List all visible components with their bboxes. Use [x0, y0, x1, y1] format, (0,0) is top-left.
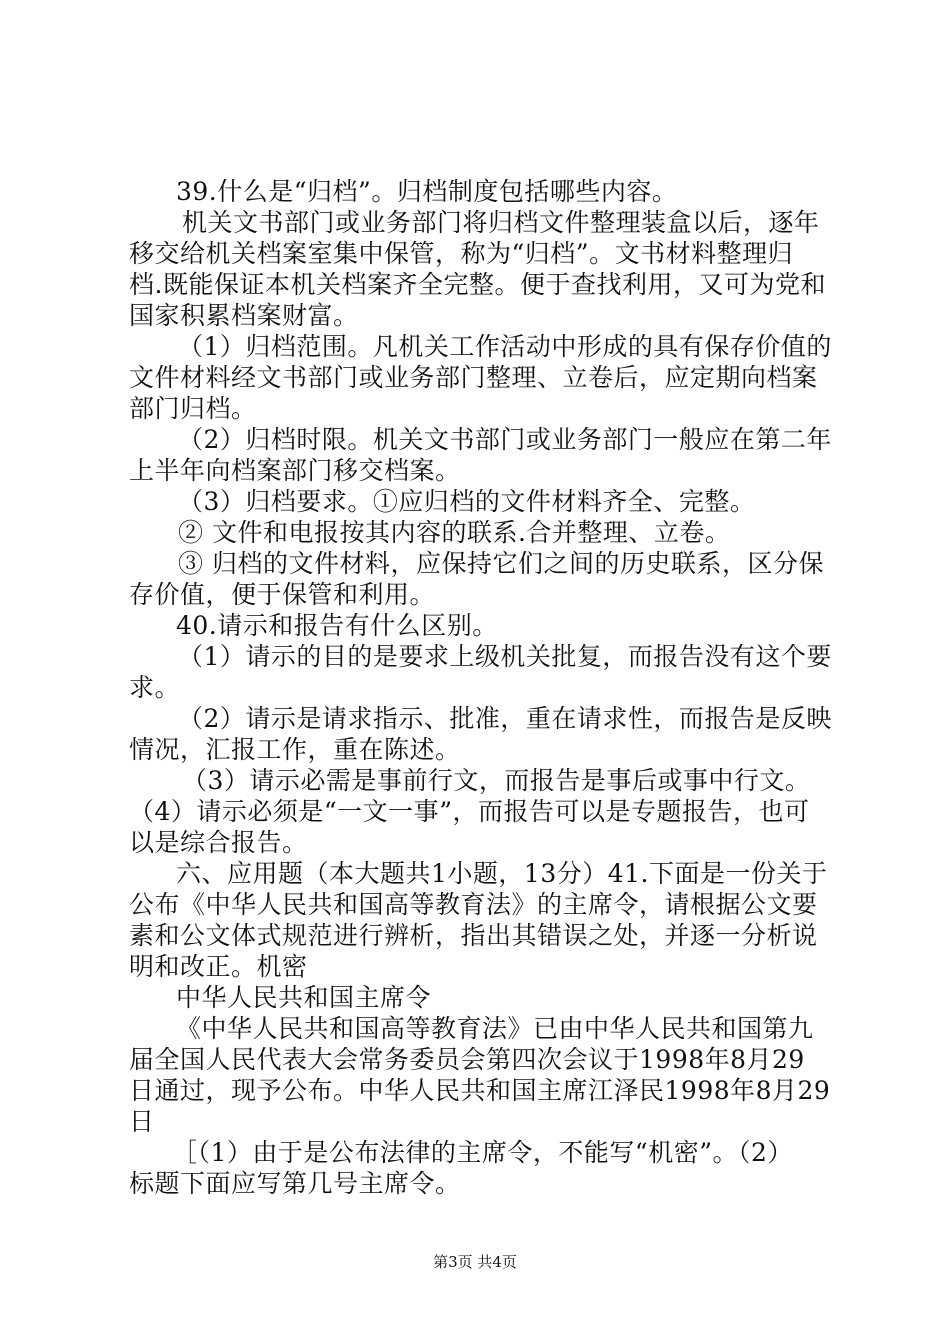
- text-line: 部门归档。: [129, 394, 257, 423]
- text-line: 以是综合报告。: [129, 828, 308, 857]
- decree-title: 中华人民共和国主席令: [176, 983, 432, 1012]
- text-line: 日: [129, 1107, 155, 1136]
- text-line: 机关文书部门或业务部门将归档文件整理装盒以后，逐年: [182, 208, 820, 237]
- text-line: （1）归档范围。凡机关工作活动中形成的具有保存价值的: [178, 332, 832, 361]
- section-six-heading: 六、应用题（本大题共1小题，13分）41.下面是一份关于: [176, 859, 828, 888]
- text-line: （1）请示的目的是要求上级机关批复，而报告没有这个要: [178, 642, 832, 671]
- page-footer: 第3页 共4页: [433, 1253, 517, 1271]
- text-line: 存价值，便于保管和利用。: [129, 580, 436, 609]
- text-line: （3）归档要求。①应归档的文件材料齐全、完整。: [178, 487, 756, 516]
- text-line: 标题下面应写第几号主席令。: [129, 1169, 461, 1198]
- text-line: ③ 归档的文件材料，应保持它们之间的历史联系，区分保: [178, 549, 824, 578]
- text-line: 情况，汇报工作，重在陈述。: [129, 735, 461, 764]
- question-40-heading: 40.请示和报告有什么区别。: [176, 611, 498, 640]
- text-line: 《中华人民共和国高等教育法》已由中华人民共和国第九: [176, 1014, 814, 1043]
- text-line: 日通过，现予公布。中华人民共和国主席江泽民1998年8月29: [129, 1076, 831, 1105]
- text-line: （2）归档时限。机关文书部门或业务部门一般应在第二年: [178, 425, 832, 454]
- text-line: 明和改正。机密: [129, 952, 308, 981]
- text-line: ［（1）由于是公布法律的主席令，不能写“机密”。（2）: [172, 1138, 793, 1167]
- text-line: （3）请示必需是事前行文，而报告是事后或事中行文。: [182, 766, 811, 795]
- text-line: 届全国人民代表大会常务委员会第四次会议于1998年8月29: [129, 1045, 805, 1074]
- text-line: 素和公文体式规范进行辨析，指出其错误之处，并逐一分析说: [129, 921, 818, 950]
- text-line: 上半年向档案部门移交档案。: [129, 456, 461, 485]
- text-line: 档.既能保证本机关档案齐全完整。便于查找利用，又可为党和: [129, 270, 826, 299]
- text-line: 移交给机关档案室集中保管，称为“归档”。文书材料整理归: [129, 239, 794, 268]
- question-39-heading: 39.什么是“归档”。归档制度包括哪些内容。: [176, 177, 678, 206]
- text-line: （2）请示是请求指示、批准，重在请求性，而报告是反映: [178, 704, 832, 733]
- text-line: 国家积累档案财富。: [129, 301, 359, 330]
- text-line: （4）请示必须是“一文一事”，而报告可以是专题报告，也可: [129, 797, 810, 826]
- text-line: 公布《中华人民共和国高等教育法》的主席令，请根据公文要: [129, 890, 818, 919]
- text-line: 求。: [129, 673, 181, 702]
- text-line: 文件材料经文书部门或业务部门整理、立卷后，应定期向档案: [129, 363, 818, 392]
- text-line: ② 文件和电报按其内容的联系.合并整理、立卷。: [178, 518, 731, 547]
